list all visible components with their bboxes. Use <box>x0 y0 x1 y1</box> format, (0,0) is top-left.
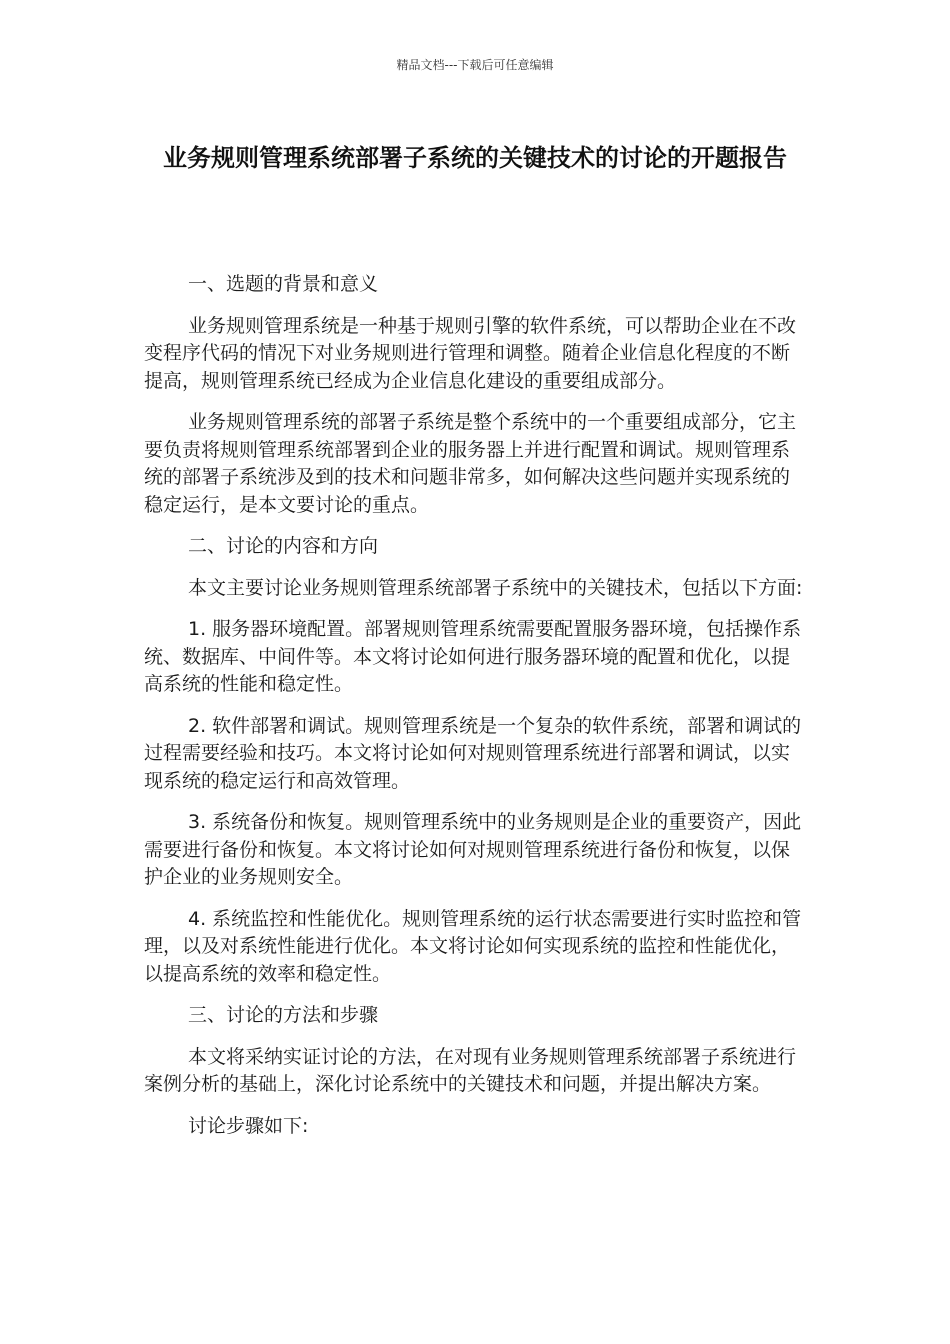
section-heading-method: 三、讨论的方法和步骤 <box>188 1004 379 1026</box>
paragraph-intro: 业务规则管理系统是一种基于规则引擎的软件系统，可以帮助企业在不改变程序代码的情况下对业务规则进行管理和调整。随着企业信息化程度的不断提高，规则管理系统已经成为企业信息化建设的重要组成部分。 <box>144 314 797 392</box>
page-header: 精品文档---下载后可任意编辑 <box>396 58 554 72</box>
document-body <box>144 271 808 1154</box>
list-item-monitoring: 4. 系统监控和性能优化。规则管理系统的运行状态需要进行实时监控和管理，以及对系统性能进行优化。本文将讨论如何实现系统的监控和性能优化，以提高系统的效率和稳定性。 <box>144 907 802 985</box>
section-heading-background: 一、选题的背景和意义 <box>188 273 379 295</box>
paragraph-content-intro: 本文主要讨论业务规则管理系统部署子系统中的关键技术，包括以下方面: <box>188 576 803 599</box>
list-item-server-config: 1. 服务器环境配置。部署规则管理系统需要配置服务器环境，包括操作系统、数据库、中间件等。本文将讨论如何进行服务器环境的配置和优化，以提高系统的性能和稳定性。 <box>144 618 802 695</box>
list-item-backup-restore: 3. 系统备份和恢复。规则管理系统中的业务规则是企业的重要资产，因此需要进行备份和恢复。本文将讨论如何对规则管理系统进行备份和恢复，以保护企业的业务规则安全。 <box>144 811 802 888</box>
paragraph-method: 本文将采纳实证讨论的方法，在对现有业务规则管理系统部署子系统进行案例分析的基础上，深化讨论系统中的关键技术和问题，并提出解决方案。 <box>144 1045 797 1095</box>
paragraph-steps-label: 讨论步骤如下: <box>188 1114 309 1137</box>
section-heading-content: 二、讨论的内容和方向 <box>188 535 379 557</box>
paragraph-deploy-subsystem: 业务规则管理系统的部署子系统是整个系统中的一个重要组成部分，它主要负责将规则管理系统部署到企业的服务器上并进行配置和调试。规则管理系统的部署子系统涉及到的技术和问题非常多，如何解决这些问题并实现系统的稳定运行，是本文要讨论的重点。 <box>144 411 797 516</box>
document-title: 业务规则管理系统部署子系统的关键技术的讨论的开题报告 <box>163 144 787 172</box>
list-item-deploy-debug: 2. 软件部署和调试。规则管理系统是一个复杂的软件系统，部署和调试的过程需要经验和技巧。本文将讨论如何对规则管理系统进行部署和调试，以实现系统的稳定运行和高效管理。 <box>144 714 802 792</box>
